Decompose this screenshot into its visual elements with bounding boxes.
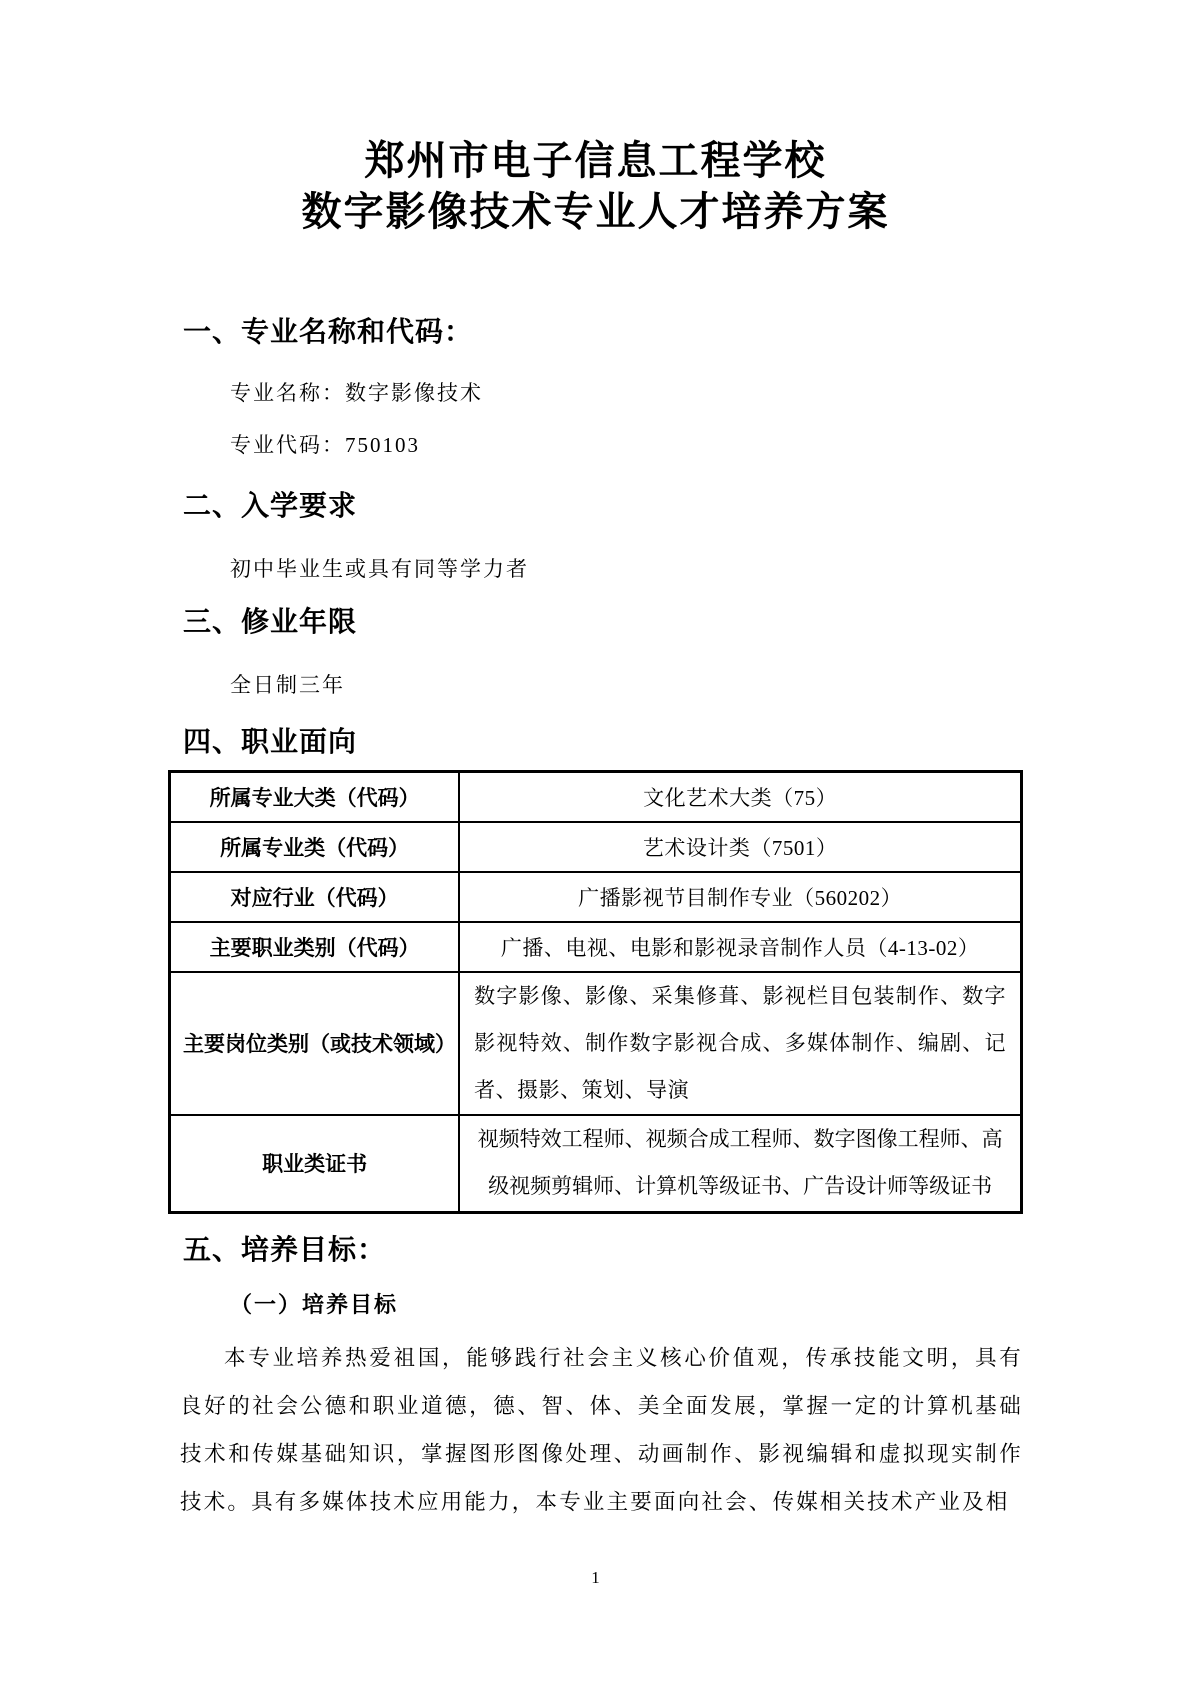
section-2-heading: 二、入学要求 xyxy=(183,490,358,521)
title-line-2: 数字影像技术专业人才培养方案 xyxy=(301,190,890,234)
major-code-line: 专业代码：750103 xyxy=(230,433,420,457)
table-row xyxy=(170,872,1022,922)
major-name-line: 专业名称：数字影像技术 xyxy=(230,381,483,405)
row-label: 主要岗位类别（或技术领域） xyxy=(170,972,460,1115)
page-number: 1 xyxy=(591,1568,600,1587)
document-title xyxy=(168,0,1023,238)
table-row xyxy=(170,922,1022,972)
table-row xyxy=(170,1115,1022,1213)
row-label: 所属专业大类（代码） xyxy=(170,772,460,822)
row-value: 艺术设计类（7501） xyxy=(459,822,1021,872)
row-label: 主要职业类别（代码） xyxy=(170,922,460,972)
table-row xyxy=(170,822,1022,872)
row-value: 广播影视节目制作专业（560202） xyxy=(459,872,1021,922)
row-label: 职业类证书 xyxy=(170,1115,460,1213)
section-1-heading: 一、专业名称和代码： xyxy=(183,316,474,347)
section-5-subheading: （一）培养目标 xyxy=(230,1292,399,1317)
row-value: 广播、电视、电影和影视录音制作人员（4-13-02） xyxy=(459,922,1021,972)
title-line-1: 郑州市电子信息工程学校 xyxy=(364,139,827,183)
section-4-heading: 四、职业面向 xyxy=(183,726,358,757)
section-5-heading: 五、培养目标： xyxy=(183,1234,387,1265)
table-row xyxy=(170,772,1022,822)
row-value: 文化艺术大类（75） xyxy=(459,772,1021,822)
study-duration-line: 全日制三年 xyxy=(230,673,345,697)
row-label: 对应行业（代码） xyxy=(170,872,460,922)
row-label: 所属专业类（代码） xyxy=(170,822,460,872)
training-objective-paragraph: 本专业培养热爱祖国，能够践行社会主义核心价值观，传承技能文明，具有良好的社会公德和职业道德，德、智、体、美全面发展，掌握一定的计算机基础技术和传媒基础知识，掌握图形图像处理、动画制作、影视编辑和虚拟现实制作技术。具有多媒体技术应用能力，本专业主要面向社会、传媒相关技术产业及相 xyxy=(180,1346,1023,1514)
table-row xyxy=(170,972,1022,1115)
row-value: 数字影像、影像、采集修葺、影视栏目包装制作、数字影视特效、制作数字影视合成、多媒体制作、编剧、记者、摄影、策划、导演 xyxy=(459,972,1021,1115)
row-value: 视频特效工程师、视频合成工程师、数字图像工程师、高级视频剪辑师、计算机等级证书、广告设计师等级证书 xyxy=(459,1115,1021,1213)
section-3-heading: 三、修业年限 xyxy=(183,606,358,637)
career-orientation-table xyxy=(168,770,1023,1214)
admission-requirement-line: 初中毕业生或具有同等学力者 xyxy=(230,557,529,581)
